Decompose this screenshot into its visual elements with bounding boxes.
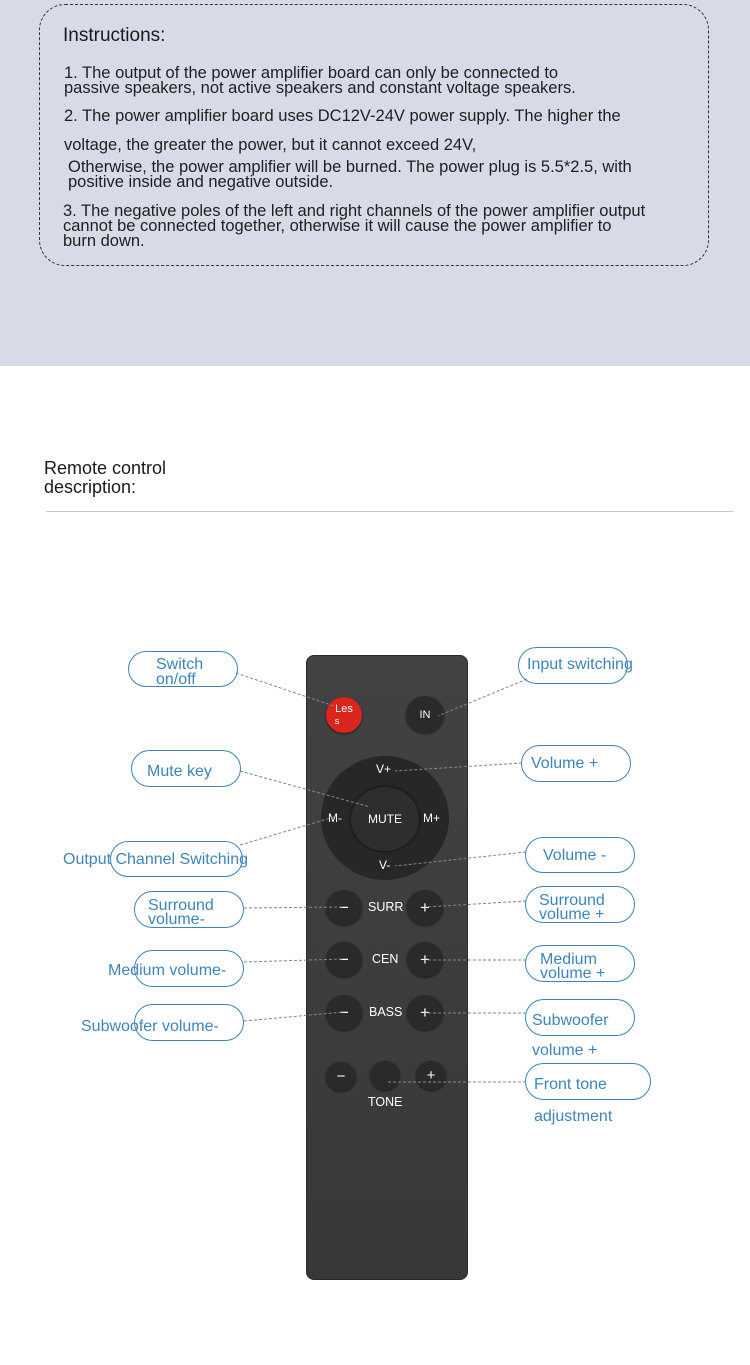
- leader-sub-minus: [244, 1012, 344, 1021]
- callout-surround-plus-line-2: volume +: [539, 906, 605, 923]
- callout-medium-plus-line-1: Medium: [540, 951, 597, 968]
- callout-switch-line-1: Switch: [156, 656, 204, 673]
- callout-surround-plus-line-1: Surround: [539, 892, 605, 909]
- mode-prev-button[interactable]: M-: [328, 811, 342, 825]
- leader-mute: [240, 771, 370, 807]
- leader-switch: [236, 673, 334, 706]
- callout-volume-minus: Volume -: [543, 847, 607, 864]
- callout-surround-minus-line-2: volume-: [148, 911, 205, 928]
- volume-up-button[interactable]: V+: [376, 762, 392, 776]
- instructions-title: Instructions:: [63, 25, 166, 46]
- instruction-2-line-1: 2. The power amplifier board uses DC12V-24V power supply. The higher the: [64, 107, 621, 125]
- leader-volume-minus: [395, 852, 526, 866]
- power-label-bottom: s: [334, 716, 340, 726]
- center-minus-button[interactable]: −: [326, 942, 362, 977]
- center-label: CEN: [372, 952, 399, 966]
- instruction-2-line-2: voltage, the greater the power, but it cannot exceed 24V,: [64, 136, 477, 154]
- leader-input: [438, 679, 527, 716]
- instruction-1-line-2: passive speakers, not active speakers and constant voltage speakers.: [64, 79, 576, 97]
- mute-button[interactable]: MUTE: [351, 787, 419, 851]
- section-title-line-2: description:: [44, 477, 137, 497]
- leader-volume-plus: [395, 763, 522, 771]
- callout-sub-plus-line-2: volume +: [532, 1042, 598, 1059]
- center-plus-button[interactable]: +: [407, 942, 443, 977]
- tone-plus-button[interactable]: +: [416, 1061, 446, 1090]
- callout-volume-plus: Volume +: [531, 755, 599, 772]
- bass-label: BASS: [369, 1005, 403, 1019]
- callout-output-channel: Output Channel Switching: [63, 851, 248, 868]
- callout-mute-key: Mute key: [147, 763, 212, 780]
- instruction-2-line-3: Otherwise, the power amplifier will be burned. The power plug is 5.5*2.5, with: [68, 158, 632, 176]
- tone-label: TONE: [368, 1095, 403, 1109]
- leader-output: [240, 817, 334, 845]
- callout-front-tone-line-2: adjustment: [534, 1108, 613, 1125]
- leader-surround-plus: [425, 901, 526, 907]
- instruction-3-line-3: burn down.: [63, 232, 145, 250]
- surround-plus-button[interactable]: +: [407, 890, 443, 925]
- callout-surround-minus-line-1: Surround: [148, 897, 214, 914]
- instruction-3-line-2: cannot be connected together, otherwise it will cause the power amplifier to: [63, 217, 612, 235]
- callout-input-switching: Input switching: [527, 656, 633, 673]
- instruction-1-line-1: 1. The output of the power amplifier board can only be connected to: [64, 64, 559, 82]
- callout-sub-plus-line-1: Subwoofer: [532, 1012, 609, 1029]
- surround-minus-button[interactable]: −: [326, 890, 362, 925]
- section-title-line-1: Remote control: [44, 458, 167, 478]
- surround-label: SURR: [368, 900, 404, 914]
- callout-switch-line-2: on/off: [156, 671, 196, 688]
- input-button[interactable]: IN: [406, 696, 444, 733]
- instruction-3-line-1: 3. The negative poles of the left and right channels of the power amplifier output: [63, 202, 646, 220]
- callout-medium-minus: Medium volume-: [108, 962, 227, 979]
- tone-minus-button[interactable]: −: [326, 1062, 356, 1091]
- callout-sub-minus: Subwoofer volume-: [81, 1018, 219, 1035]
- callout-medium-plus-line-2: volume +: [540, 965, 606, 982]
- callout-front-tone-line-1: Front tone: [534, 1076, 607, 1093]
- leader-surround-minus: [244, 907, 344, 908]
- power-label-top: Les: [335, 703, 353, 715]
- instruction-2-line-4: positive inside and negative outside.: [68, 173, 334, 191]
- mode-next-button[interactable]: M+: [423, 811, 441, 825]
- leader-medium-minus: [244, 959, 344, 962]
- bass-minus-button[interactable]: −: [326, 995, 362, 1030]
- volume-down-button[interactable]: V-: [379, 858, 391, 872]
- bass-plus-button[interactable]: +: [407, 995, 443, 1030]
